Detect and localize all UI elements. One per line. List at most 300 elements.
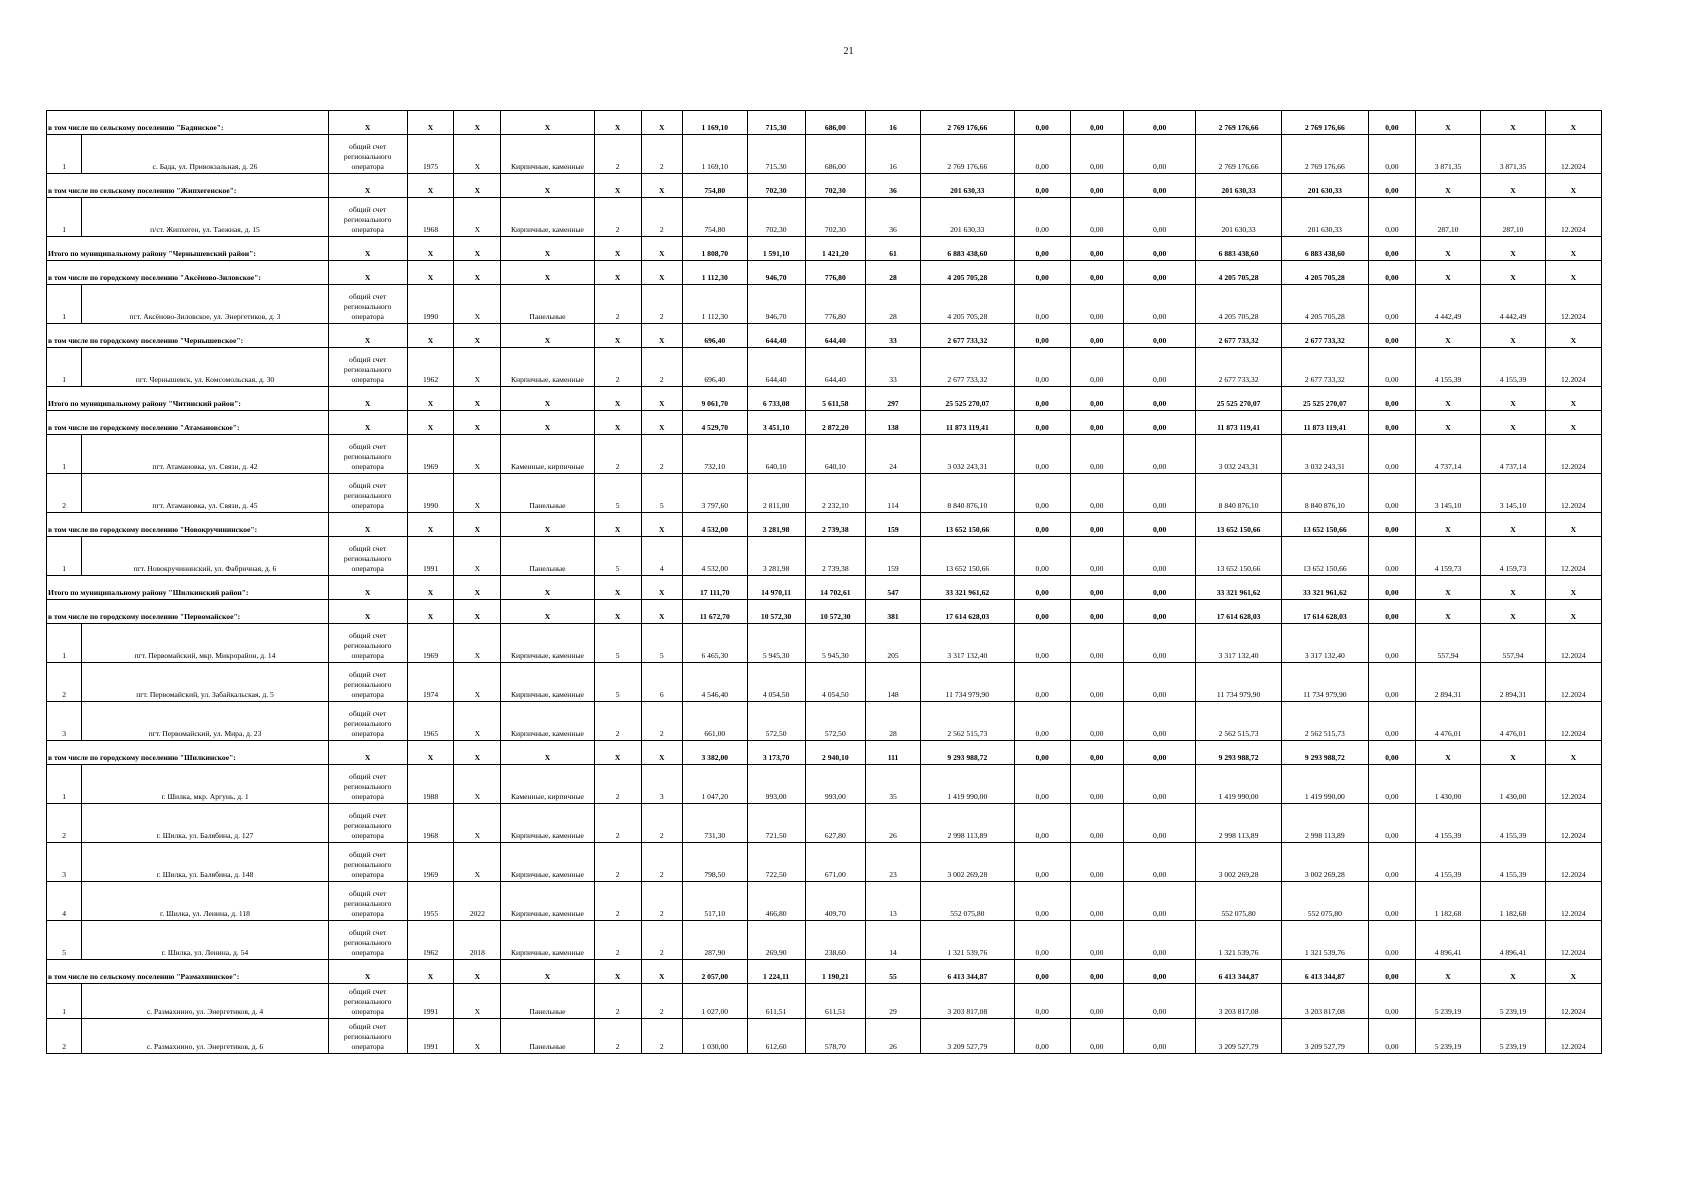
cell-fund: общий счет регионального оператора <box>328 984 407 1019</box>
section-cell: 17 614 628,03 <box>921 600 1015 624</box>
section-cell: X <box>1545 513 1601 537</box>
section-cell: X <box>328 411 407 435</box>
cell-n: 36 <box>865 198 920 237</box>
section-cell: 0,00 <box>1123 513 1196 537</box>
section-cell: 9 293 988,72 <box>921 741 1015 765</box>
cell-year_rec: X <box>454 804 501 843</box>
cell-date: 12.2024 <box>1545 624 1601 663</box>
section-cell: 0,00 <box>1123 261 1196 285</box>
cell-u1: 4 155,39 <box>1415 804 1480 843</box>
cell-c1: 0,00 <box>1014 135 1070 174</box>
section-cell: 0,00 <box>1014 261 1070 285</box>
cell-a3: 993,00 <box>805 765 865 804</box>
cell-c3: 0,00 <box>1123 198 1196 237</box>
section-cell: X <box>1545 387 1601 411</box>
cell-c3: 0,00 <box>1123 435 1196 474</box>
cell-a2: 640,10 <box>747 435 805 474</box>
section-cell: 0,00 <box>1070 261 1123 285</box>
section-cell: X <box>501 174 595 198</box>
cell-a3: 702,30 <box>805 198 865 237</box>
section-cell: X <box>1481 111 1545 135</box>
section-cell: X <box>641 741 683 765</box>
cell-a3: 640,10 <box>805 435 865 474</box>
cell-c4: 11 734 979,90 <box>1196 663 1281 702</box>
cell-c3: 0,00 <box>1123 984 1196 1019</box>
cell-mat: Каменные, кирпичные <box>501 435 595 474</box>
section-cell: X <box>454 576 501 600</box>
cell-u1: 3 871,35 <box>1415 135 1480 174</box>
cell-a1: 754,80 <box>683 198 747 237</box>
cell-c3: 0,00 <box>1123 537 1196 576</box>
section-cell: X <box>1481 237 1545 261</box>
cell-c5: 1 419 990,00 <box>1281 765 1368 804</box>
cell-year_rec: 2022 <box>454 882 501 921</box>
cell-c5: 201 630,33 <box>1281 198 1368 237</box>
section-cell: X <box>594 174 641 198</box>
cell-c6: 0,00 <box>1369 1019 1416 1054</box>
section-cell: X <box>328 111 407 135</box>
cell-c2: 0,00 <box>1070 765 1123 804</box>
cell-mat: Кирпичные, каменные <box>501 804 595 843</box>
section-cell: 0,00 <box>1014 960 1070 984</box>
section-cell: X <box>407 111 454 135</box>
cell-a2: 715,30 <box>747 135 805 174</box>
table-row <box>47 663 1602 702</box>
cell-c5: 552 075,80 <box>1281 882 1368 921</box>
section-cell: 2 769 176,66 <box>1196 111 1281 135</box>
section-cell: X <box>594 261 641 285</box>
section-cell: 0,00 <box>1369 741 1416 765</box>
section-cell: 2 769 176,66 <box>1281 111 1368 135</box>
cell-c4: 3 209 527,79 <box>1196 1019 1281 1054</box>
cell-n: 24 <box>865 435 920 474</box>
cell-n: 205 <box>865 624 920 663</box>
section-cell: 1 421,20 <box>805 237 865 261</box>
section-cell: X <box>454 513 501 537</box>
cell-entr: 3 <box>641 765 683 804</box>
cell-n: 26 <box>865 804 920 843</box>
cell-fund: общий счет регионального оператора <box>328 348 407 387</box>
section-cell: 0,00 <box>1014 174 1070 198</box>
cell-entr: 2 <box>641 984 683 1019</box>
cell-a2: 993,00 <box>747 765 805 804</box>
cell-c2: 0,00 <box>1070 198 1123 237</box>
section-label: в том числе по сельскому поселению "Размахнинское": <box>47 960 329 984</box>
section-cell: 2 769 176,66 <box>921 111 1015 135</box>
cell-a3: 644,40 <box>805 348 865 387</box>
cell-u2: 4 442,49 <box>1481 285 1545 324</box>
cell-c2: 0,00 <box>1070 663 1123 702</box>
cell-a2: 2 811,00 <box>747 474 805 513</box>
cell-a2: 644,40 <box>747 348 805 387</box>
cell-total: 552 075,80 <box>921 882 1015 921</box>
cell-c5: 11 734 979,90 <box>1281 663 1368 702</box>
cell-c6: 0,00 <box>1369 843 1416 882</box>
section-cell: X <box>594 513 641 537</box>
cell-floors: 5 <box>594 474 641 513</box>
table-row <box>47 702 1602 741</box>
section-cell: 25 525 270,07 <box>1281 387 1368 411</box>
section-cell: X <box>1481 960 1545 984</box>
cell-u2: 4 155,39 <box>1481 804 1545 843</box>
section-cell: 10 572,30 <box>747 600 805 624</box>
section-cell: 686,00 <box>805 111 865 135</box>
cell-c2: 0,00 <box>1070 882 1123 921</box>
section-cell: 0,00 <box>1070 960 1123 984</box>
cell-c3: 0,00 <box>1123 663 1196 702</box>
cell-entr: 2 <box>641 348 683 387</box>
cell-total: 2 562 515,73 <box>921 702 1015 741</box>
section-cell: 4 205 705,28 <box>921 261 1015 285</box>
cell-c6: 0,00 <box>1369 474 1416 513</box>
section-cell: X <box>328 237 407 261</box>
cell-u2: 1 430,00 <box>1481 765 1545 804</box>
section-cell: 0,00 <box>1014 576 1070 600</box>
cell-u2: 3 871,35 <box>1481 135 1545 174</box>
cell-n: 29 <box>865 984 920 1019</box>
section-cell: 0,00 <box>1014 387 1070 411</box>
section-cell: 33 321 961,62 <box>921 576 1015 600</box>
cell-u2: 4 155,39 <box>1481 348 1545 387</box>
cell-a2: 612,60 <box>747 1019 805 1054</box>
section-cell: 0,00 <box>1123 324 1196 348</box>
section-cell: 0,00 <box>1123 960 1196 984</box>
section-cell: X <box>1415 600 1480 624</box>
cell-u1: 1 182,68 <box>1415 882 1480 921</box>
cell-total: 2 677 733,32 <box>921 348 1015 387</box>
section-cell: 2 940,10 <box>805 741 865 765</box>
section-cell: X <box>501 960 595 984</box>
section-cell: X <box>594 111 641 135</box>
section-cell: 776,80 <box>805 261 865 285</box>
cell-a3: 611,51 <box>805 984 865 1019</box>
row-index: 1 <box>47 624 82 663</box>
table-row <box>47 435 1602 474</box>
cell-a3: 2 739,38 <box>805 537 865 576</box>
row-index: 1 <box>47 135 82 174</box>
cell-c6: 0,00 <box>1369 882 1416 921</box>
cell-a2: 5 945,30 <box>747 624 805 663</box>
cell-n: 114 <box>865 474 920 513</box>
section-cell: 644,40 <box>747 324 805 348</box>
cell-mat: Панельные <box>501 285 595 324</box>
cell-year: 1968 <box>407 804 454 843</box>
cell-year_rec: X <box>454 285 501 324</box>
cell-entr: 2 <box>641 843 683 882</box>
section-cell: X <box>1481 600 1545 624</box>
cell-n: 35 <box>865 765 920 804</box>
row-index: 1 <box>47 348 82 387</box>
cell-year_rec: 2018 <box>454 921 501 960</box>
section-label: в том числе по городскому поселению "Атамановское": <box>47 411 329 435</box>
cell-c6: 0,00 <box>1369 348 1416 387</box>
cell-mat: Кирпичные, каменные <box>501 882 595 921</box>
cell-c3: 0,00 <box>1123 921 1196 960</box>
cell-a1: 1 047,20 <box>683 765 747 804</box>
section-cell: 0,00 <box>1014 513 1070 537</box>
section-cell: 0,00 <box>1070 174 1123 198</box>
cell-c4: 2 677 733,32 <box>1196 348 1281 387</box>
cell-u1: 5 239,19 <box>1415 984 1480 1019</box>
cell-u1: 4 476,01 <box>1415 702 1480 741</box>
cell-a1: 731,30 <box>683 804 747 843</box>
section-cell: X <box>594 237 641 261</box>
cell-fund: общий счет регионального оператора <box>328 198 407 237</box>
section-cell: 4 532,00 <box>683 513 747 537</box>
cell-a2: 946,70 <box>747 285 805 324</box>
cell-total: 8 840 876,10 <box>921 474 1015 513</box>
section-cell: X <box>641 513 683 537</box>
cell-a3: 238,60 <box>805 921 865 960</box>
cell-total: 4 205 705,28 <box>921 285 1015 324</box>
cell-date: 12.2024 <box>1545 765 1601 804</box>
cell-year: 1962 <box>407 921 454 960</box>
section-cell: X <box>1415 960 1480 984</box>
cell-c2: 0,00 <box>1070 921 1123 960</box>
section-cell: X <box>407 576 454 600</box>
cell-c4: 1 321 539,76 <box>1196 921 1281 960</box>
section-cell: X <box>454 411 501 435</box>
section-cell: X <box>454 174 501 198</box>
address-cell: пгт. Первомайский, ул. Забайкальская, д. 5 <box>82 663 328 702</box>
cell-c2: 0,00 <box>1070 624 1123 663</box>
cell-year: 1991 <box>407 984 454 1019</box>
section-cell: 0,00 <box>1369 411 1416 435</box>
cell-fund: общий счет регионального оператора <box>328 663 407 702</box>
cell-a2: 611,51 <box>747 984 805 1019</box>
section-cell: X <box>1545 741 1601 765</box>
cell-floors: 2 <box>594 435 641 474</box>
section-cell: 14 970,11 <box>747 576 805 600</box>
cell-total: 2 769 176,66 <box>921 135 1015 174</box>
cell-floors: 2 <box>594 348 641 387</box>
cell-c3: 0,00 <box>1123 882 1196 921</box>
table-row <box>47 198 1602 237</box>
section-cell: 9 061,70 <box>683 387 747 411</box>
section-cell: X <box>407 600 454 624</box>
section-cell: 3 173,70 <box>747 741 805 765</box>
section-cell: X <box>1545 111 1601 135</box>
address-cell: пгт. Атамановка, ул. Связи, д. 45 <box>82 474 328 513</box>
cell-fund: общий счет регионального оператора <box>328 135 407 174</box>
cell-a1: 6 465,30 <box>683 624 747 663</box>
section-label: в том числе по сельскому поселению "Жипхегенское": <box>47 174 329 198</box>
cell-u2: 2 894,31 <box>1481 663 1545 702</box>
cell-date: 12.2024 <box>1545 702 1601 741</box>
cell-u2: 4 159,73 <box>1481 537 1545 576</box>
section-cell: X <box>641 387 683 411</box>
section-cell: X <box>1481 324 1545 348</box>
register-body <box>47 111 1602 1054</box>
cell-c4: 2 562 515,73 <box>1196 702 1281 741</box>
cell-u1: 4 155,39 <box>1415 348 1480 387</box>
table-row <box>47 135 1602 174</box>
cell-floors: 2 <box>594 135 641 174</box>
cell-a1: 1 030,00 <box>683 1019 747 1054</box>
table-row <box>47 348 1602 387</box>
cell-a1: 1 169,10 <box>683 135 747 174</box>
section-cell: 3 281,98 <box>747 513 805 537</box>
section-cell: 11 672,70 <box>683 600 747 624</box>
section-cell: X <box>1415 741 1480 765</box>
section-cell: X <box>328 387 407 411</box>
cell-c6: 0,00 <box>1369 537 1416 576</box>
section-cell: 0,00 <box>1014 324 1070 348</box>
cell-n: 28 <box>865 285 920 324</box>
section-cell: X <box>1481 261 1545 285</box>
section-cell: 1 591,10 <box>747 237 805 261</box>
row-index: 1 <box>47 537 82 576</box>
cell-a3: 2 232,10 <box>805 474 865 513</box>
cell-u2: 287,10 <box>1481 198 1545 237</box>
cell-mat: Панельные <box>501 474 595 513</box>
cell-a1: 1 112,30 <box>683 285 747 324</box>
cell-n: 159 <box>865 537 920 576</box>
cell-year_rec: X <box>454 348 501 387</box>
cell-total: 3 317 132,40 <box>921 624 1015 663</box>
section-cell: X <box>594 576 641 600</box>
section-cell: 0,00 <box>1123 411 1196 435</box>
cell-entr: 5 <box>641 474 683 513</box>
cell-fund: общий счет регионального оператора <box>328 1019 407 1054</box>
cell-total: 3 002 269,28 <box>921 843 1015 882</box>
cell-year_rec: X <box>454 984 501 1019</box>
cell-year_rec: X <box>454 765 501 804</box>
cell-u2: 4 155,39 <box>1481 843 1545 882</box>
cell-total: 3 203 817,08 <box>921 984 1015 1019</box>
cell-a3: 4 054,50 <box>805 663 865 702</box>
section-cell: 16 <box>865 111 920 135</box>
cell-fund: общий счет регионального оператора <box>328 474 407 513</box>
section-cell: 0,00 <box>1123 111 1196 135</box>
section-cell: 6 883 438,60 <box>921 237 1015 261</box>
cell-c3: 0,00 <box>1123 702 1196 741</box>
cell-floors: 2 <box>594 765 641 804</box>
section-cell: X <box>1545 174 1601 198</box>
cell-c6: 0,00 <box>1369 984 1416 1019</box>
section-cell: 0,00 <box>1014 111 1070 135</box>
section-cell: X <box>1545 324 1601 348</box>
cell-entr: 2 <box>641 135 683 174</box>
section-cell: X <box>1545 411 1601 435</box>
section-cell: 0,00 <box>1123 576 1196 600</box>
section-cell: 6 413 344,87 <box>1281 960 1368 984</box>
cell-n: 26 <box>865 1019 920 1054</box>
section-cell: 644,40 <box>805 324 865 348</box>
cell-a1: 1 027,00 <box>683 984 747 1019</box>
cell-total: 2 998 113,89 <box>921 804 1015 843</box>
section-cell: X <box>407 960 454 984</box>
section-cell: 4 205 705,28 <box>1196 261 1281 285</box>
table-row <box>47 624 1602 663</box>
cell-u1: 4 896,41 <box>1415 921 1480 960</box>
cell-c4: 3 317 132,40 <box>1196 624 1281 663</box>
section-cell: 0,00 <box>1123 387 1196 411</box>
cell-c6: 0,00 <box>1369 435 1416 474</box>
section-cell: X <box>407 411 454 435</box>
cell-c1: 0,00 <box>1014 285 1070 324</box>
table-row <box>47 285 1602 324</box>
cell-c2: 0,00 <box>1070 984 1123 1019</box>
row-index: 1 <box>47 198 82 237</box>
section-cell: 0,00 <box>1070 741 1123 765</box>
section-cell: 11 873 119,41 <box>1196 411 1281 435</box>
cell-c3: 0,00 <box>1123 765 1196 804</box>
cell-year: 1990 <box>407 474 454 513</box>
section-cell: 11 873 119,41 <box>921 411 1015 435</box>
section-cell: X <box>328 261 407 285</box>
cell-u1: 287,10 <box>1415 198 1480 237</box>
section-cell: 3 382,00 <box>683 741 747 765</box>
address-cell: с. Бада, ул. Привокзальная, д. 26 <box>82 135 328 174</box>
section-cell: 17 614 628,03 <box>1281 600 1368 624</box>
section-cell: 0,00 <box>1014 741 1070 765</box>
cell-c3: 0,00 <box>1123 348 1196 387</box>
section-cell: X <box>454 600 501 624</box>
section-cell: X <box>1415 576 1480 600</box>
table-row <box>47 882 1602 921</box>
cell-a1: 517,10 <box>683 882 747 921</box>
section-cell: X <box>407 513 454 537</box>
cell-c2: 0,00 <box>1070 1019 1123 1054</box>
section-cell: X <box>1545 960 1601 984</box>
cell-c1: 0,00 <box>1014 702 1070 741</box>
section-cell: 201 630,33 <box>1281 174 1368 198</box>
cell-fund: общий счет регионального оператора <box>328 882 407 921</box>
section-cell: X <box>501 324 595 348</box>
cell-u1: 5 239,19 <box>1415 1019 1480 1054</box>
cell-a2: 702,30 <box>747 198 805 237</box>
section-cell: X <box>594 741 641 765</box>
cell-year_rec: X <box>454 663 501 702</box>
section-cell: X <box>1415 111 1480 135</box>
page-number: 21 <box>843 46 854 57</box>
section-cell: 0,00 <box>1070 111 1123 135</box>
cell-c6: 0,00 <box>1369 702 1416 741</box>
section-cell: 702,30 <box>805 174 865 198</box>
cell-c3: 0,00 <box>1123 285 1196 324</box>
cell-a3: 572,50 <box>805 702 865 741</box>
section-cell: 0,00 <box>1369 387 1416 411</box>
section-total-row <box>47 741 1602 765</box>
cell-year_rec: X <box>454 198 501 237</box>
section-cell: X <box>407 741 454 765</box>
table-row <box>47 804 1602 843</box>
section-total-row <box>47 324 1602 348</box>
section-cell: 4 205 705,28 <box>1281 261 1368 285</box>
section-cell: X <box>641 237 683 261</box>
section-cell: 17 111,70 <box>683 576 747 600</box>
section-cell: 3 451,10 <box>747 411 805 435</box>
section-cell: 33 321 961,62 <box>1281 576 1368 600</box>
section-cell: 36 <box>865 174 920 198</box>
section-cell: X <box>501 513 595 537</box>
cell-u1: 2 894,31 <box>1415 663 1480 702</box>
cell-u1: 4 442,49 <box>1415 285 1480 324</box>
section-cell: 138 <box>865 411 920 435</box>
cell-year_rec: X <box>454 474 501 513</box>
section-label: Итого по муниципальному району "Шилкинский район": <box>47 576 329 600</box>
cell-entr: 2 <box>641 1019 683 1054</box>
cell-a1: 3 797,60 <box>683 474 747 513</box>
section-cell: X <box>454 261 501 285</box>
cell-n: 16 <box>865 135 920 174</box>
cell-a2: 722,50 <box>747 843 805 882</box>
cell-total: 3 209 527,79 <box>921 1019 1015 1054</box>
section-cell: X <box>1481 576 1545 600</box>
cell-c1: 0,00 <box>1014 765 1070 804</box>
section-cell: 0,00 <box>1070 237 1123 261</box>
